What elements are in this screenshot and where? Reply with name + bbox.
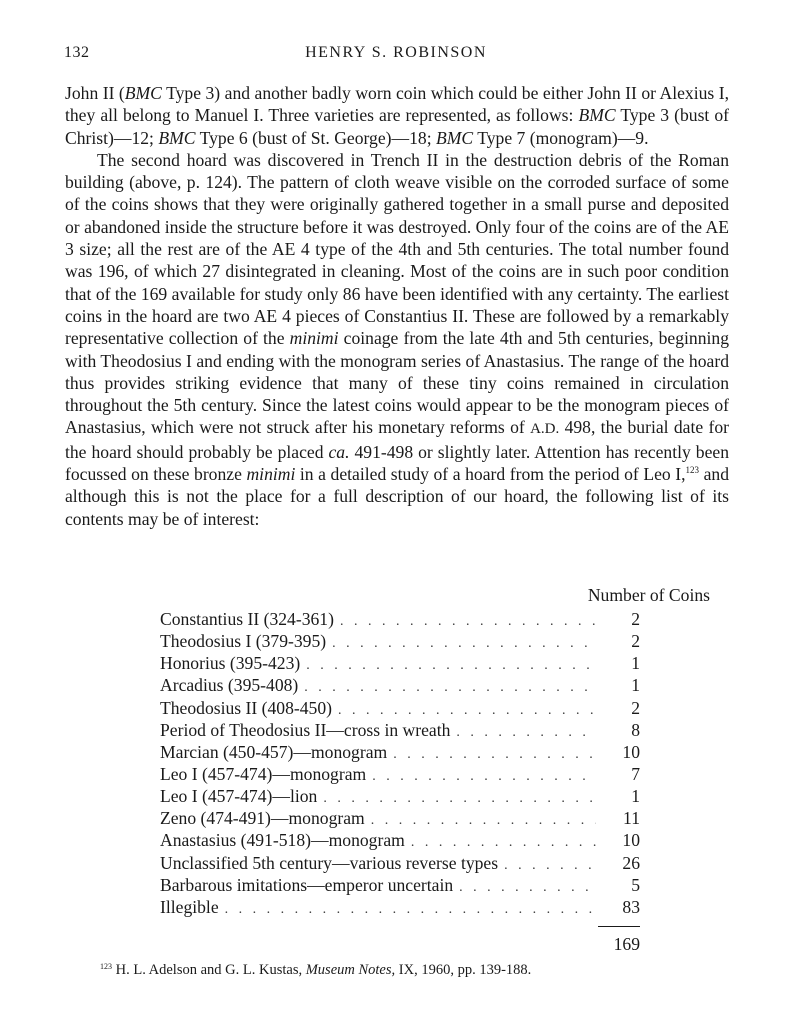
coin-count: 1: [631, 786, 640, 807]
coin-list-row: [160, 608, 640, 630]
footnote: $^{123}$ H. L. Adelson and G. L. Kustas, Museum Notes, IX, 1960, pp. 139-188.: [100, 962, 532, 978]
coin-count: 2: [631, 631, 640, 652]
coin-count: 8: [631, 719, 640, 740]
coin-ruler-label: Illegible: [160, 896, 219, 917]
running-header: [64, 44, 728, 66]
coin-count: 10: [622, 741, 640, 762]
coin-count: 2: [631, 697, 640, 718]
coin-list-row: [160, 829, 640, 851]
dot-leader: [504, 855, 596, 877]
footnote-number: 123: [100, 962, 112, 971]
coin-ruler-label: Theodosius II (408-450): [160, 697, 332, 718]
dot-leader: [306, 655, 596, 677]
coin-list-row: [160, 719, 640, 741]
dot-leader: [225, 899, 596, 921]
coin-count: 26: [622, 852, 640, 873]
coin-list-row: [160, 763, 640, 785]
coin-ruler-label: Barbarous imitations—emperor uncertain: [160, 874, 454, 895]
coin-ruler-label: Constantius II (324-361): [160, 609, 334, 629]
coin-list-row: [160, 896, 640, 918]
coin-count: 2: [631, 609, 640, 629]
coin-list-row: [160, 785, 640, 807]
coin-ruler-label: Arcadius (395-408): [160, 675, 299, 696]
coin-ruler-label: Marcian (450-457)—monogram: [160, 741, 388, 762]
dot-leader: [332, 633, 596, 655]
coin-count: 7: [631, 763, 640, 784]
coin-ruler-label: Leo I (457-474)—monogram: [160, 763, 367, 784]
coin-ruler-label: Honorius (395-423): [160, 653, 301, 674]
coin-list-row: [160, 807, 640, 829]
coin-count: 5: [631, 874, 640, 895]
dot-leader: [372, 766, 596, 788]
coin-count: 10: [622, 830, 640, 851]
coin-ruler-label: Period of Theodosius II—cross in wreath: [160, 719, 451, 740]
coin-ruler-label: Anastasius (491-518)—monogram: [160, 830, 405, 851]
coin-ruler-label: Zeno (474-491)—monogram: [160, 808, 365, 829]
coin-list-row: [160, 852, 640, 874]
coin-list-row: [160, 652, 640, 674]
paragraph-2: The second hoard was discovered in Trench II in the destruction debris of the Roman building (above, p. 124). The pattern of cloth weave visible on the corroded surface of some of the coins shows that they were originally gathered together in a small purse and deposited or abandoned inside the structure before it was destroyed. Only four of the coins are of the AE 3 size; all the rest are of the AE 4 type of the 4th and 5th centuries. The total number found was 196, of which 27 disintegrated in cleaning. Most of the coins are in such poor condition that of the 169 available for study only 86 have been identified with any certainty. The earliest coins in the hoard are two AE 4 pieces of Constantius II. These are followed by a remarkably representative collection of the minimi coinage from the late 4th and 5th centuries, beginning with Theodosius I and ending with the monogram series of Anastasius. The range of the hoard thus provides striking evidence that many of these tiny coins remained in circulation throughout the 5th century. Since the latest coins would appear to be the monogram pieces of Anastasius, which were not struck after his monetary reforms of A.D. 498, the burial date for the hoard should probably be placed ca. 491-498 or slightly later. Attention has recently been focussed on these bronze minimi in a detailed study of a hoard from the period of Leo I,$^{123}$ and although this is not the place for a full description of our hoard, the following list of its contents may be of interest:: [65, 149, 730, 529]
coin-total: 169: [613, 934, 640, 954]
coin-ruler-label: Unclassified 5th century—various reverse types: [160, 852, 499, 873]
coin-list-row: [160, 874, 640, 896]
running-head-title: HENRY S. ROBINSON: [305, 44, 487, 61]
coin-list-row: [160, 697, 640, 719]
dot-leader: [304, 677, 596, 699]
dot-leader: [459, 877, 596, 899]
coin-count: 83: [622, 896, 640, 917]
paragraph-1: John II (BMC Type 3) and another badly worn coin which could be either John II or Alexius I, they all belong to Manuel I. Three varieties are represented, as follows: BMC Type 3 (bust of Christ)—12; BMC Type 6 (bust of St. George)—18; BMC Type 7 (monogram)—9.: [65, 83, 729, 148]
coin-count-column-header: Number of Coins: [587, 585, 710, 605]
page-number: 132: [64, 44, 90, 61]
footnote-reference[interactable]: 123: [685, 465, 700, 476]
coin-ruler-label: Leo I (457-474)—lion: [160, 786, 318, 807]
coin-list-row: [160, 630, 640, 652]
coin-count: 1: [631, 653, 640, 674]
total-rule: [598, 926, 640, 927]
dot-leader: [393, 744, 596, 766]
coin-count: 11: [623, 808, 640, 829]
coin-list-row: [160, 674, 640, 696]
coin-ruler-label: Theodosius I (379-395): [160, 631, 327, 652]
coin-list-table: [160, 608, 640, 918]
dot-leader: [456, 722, 596, 744]
coin-list-row: [160, 741, 640, 763]
dot-leader: [340, 611, 596, 633]
coin-count: 1: [631, 675, 640, 696]
body-text: [65, 82, 729, 530]
